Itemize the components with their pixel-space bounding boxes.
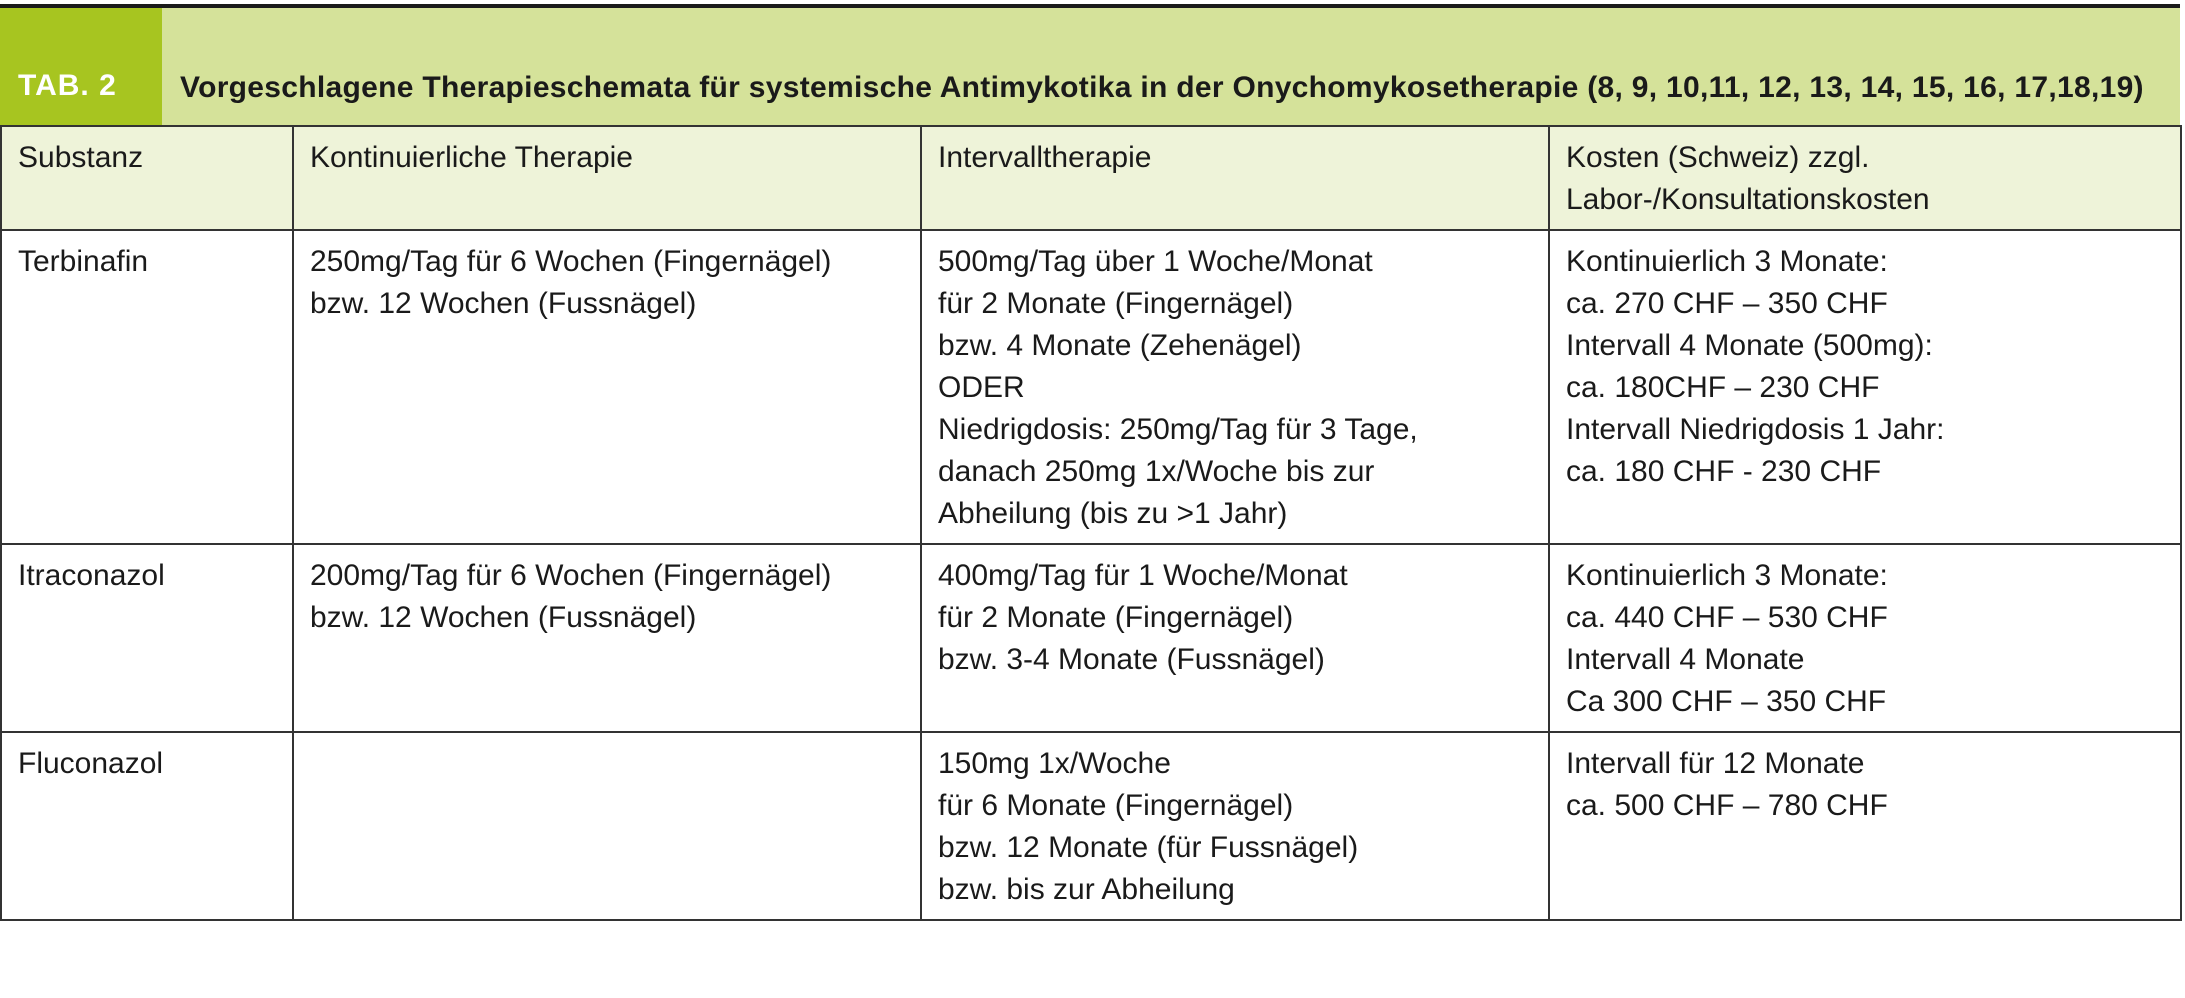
cell-line: ca. 440 CHF – 530 CHF [1566,601,1888,634]
table-row [1,544,2181,732]
cell-kosten [1549,732,2181,920]
header-line: Kontinuierliche Therapie [310,141,633,174]
cell-kontinuierlich [293,230,921,544]
cell-line: für 2 Monate (Fingernägel) [938,601,1294,634]
cell-line: Itraconazol [18,559,165,592]
table-title: Vorgeschlagene Therapieschemata für systemische Antimykotika in der Onychomykosetherapie (8, 9, 10,11, 12, 13, 14, 15, 16, 17,18,19) [180,71,2144,104]
cell-line: bzw. bis zur Abheilung [938,873,1235,906]
cell-line: bzw. 12 Wochen (Fussnägel) [310,601,697,634]
cell-line: Intervall Niedrigdosis 1 Jahr: [1566,413,1945,446]
tab-label: TAB. 2 [0,8,162,125]
header-intervall [921,126,1549,230]
header-line: Substanz [18,141,144,174]
header-line: Kosten (Schweiz) [1566,141,1800,174]
cell-line: 250mg/Tag für 6 Wochen (Fingernägel) [310,245,832,278]
cell-substanz [1,544,293,732]
cell-line: für 2 Monate (Fingernägel) [938,287,1294,320]
header-line: zzgl. Labor-/Konsultationskosten [1566,141,1930,216]
header-kontinuierlich [293,126,921,230]
cell-kontinuierlich [293,544,921,732]
cell-line: 500mg/Tag über 1 Woche/Monat [938,245,1373,278]
header-kosten [1549,126,2181,230]
cell-line: bzw. 12 Wochen (Fussnägel) [310,287,697,320]
cell-kosten [1549,230,2181,544]
cell-line: Niedrigdosis: 250mg/Tag für 3 Tage, [938,413,1418,446]
cell-line: Ca 300 CHF – 350 CHF [1566,685,1887,718]
cell-line: für 6 Monate (Fingernägel) [938,789,1294,822]
cell-line: ca. 180 CHF - 230 CHF [1566,455,1882,488]
cell-intervall [921,230,1549,544]
cell-line: 200mg/Tag für 6 Wochen (Fingernägel) [310,559,832,592]
cell-line: Intervall 4 Monate (500mg): [1566,329,1933,362]
cell-line: danach 250mg 1x/Woche bis zur [938,455,1375,488]
cell-line: ca. 270 CHF – 350 CHF [1566,287,1888,320]
cell-substanz [1,732,293,920]
cell-line: bzw. 4 Monate (Zehenägel) [938,329,1302,362]
cell-line: 150mg 1x/Woche [938,747,1171,780]
cell-line: ca. 180CHF – 230 CHF [1566,371,1880,404]
table-row [1,732,2181,920]
cell-line: Kontinuierlich 3 Monate: [1566,245,1888,278]
header-line: Intervalltherapie [938,141,1152,174]
cell-kosten [1549,544,2181,732]
cell-line: Fluconazol [18,747,164,780]
cell-line: bzw. 3-4 Monate (Fussnägel) [938,643,1325,676]
header-substanz [1,126,293,230]
table-caption [0,8,2180,125]
cell-line: Intervall 4 Monate [1566,643,1805,676]
cell-line: ca. 500 CHF – 780 CHF [1566,789,1888,822]
cell-line: 400mg/Tag für 1 Woche/Monat [938,559,1348,592]
cell-kontinuierlich [293,732,921,920]
cell-line: Terbinafin [18,245,149,278]
therapy-table [0,125,2182,921]
cell-intervall [921,544,1549,732]
cell-line: bzw. 12 Monate (für Fussnägel) [938,831,1359,864]
cell-line: Intervall für 12 Monate [1566,747,1865,780]
cell-intervall [921,732,1549,920]
header-row [1,126,2181,230]
table-row [1,230,2181,544]
cell-line: Abheilung (bis zu >1 Jahr) [938,497,1288,530]
cell-substanz [1,230,293,544]
cell-line: Kontinuierlich 3 Monate: [1566,559,1888,592]
cell-line: ODER [938,371,1025,404]
